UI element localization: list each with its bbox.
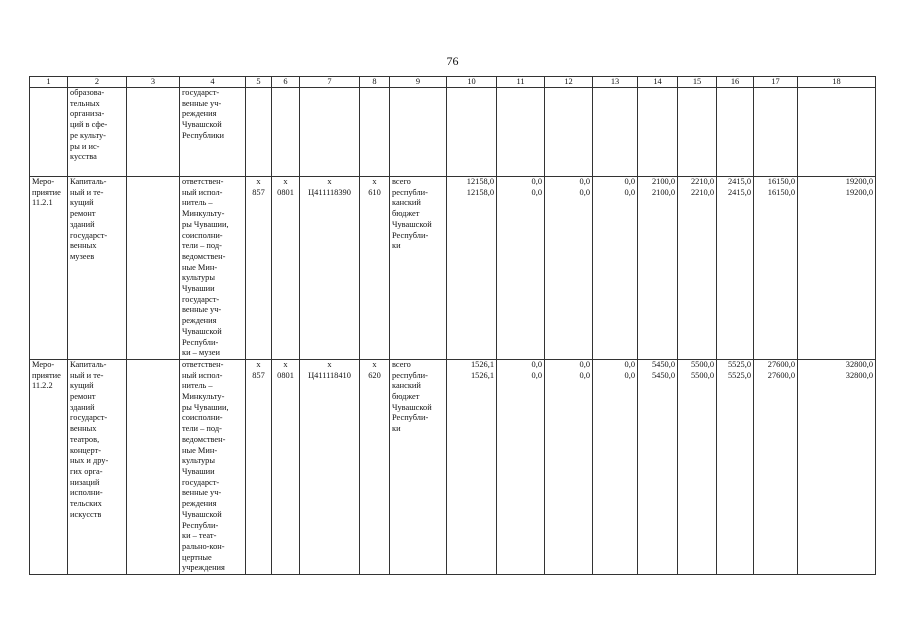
executor-cell: государст- венные уч- реждения Чувашской Республики (180, 88, 246, 177)
value-cell: 19200,0 19200,0 (798, 177, 876, 360)
value-cell: 5450,0 5450,0 (638, 359, 678, 574)
header-cell: 6 (272, 77, 300, 88)
header-cell: 4 (180, 77, 246, 88)
value-cell: 0,0 0,0 (545, 359, 593, 574)
value-cell: 32800,0 32800,0 (798, 359, 876, 574)
header-cell: 13 (593, 77, 638, 88)
value-cell: 12158,0 12158,0 (447, 177, 497, 360)
header-cell: 1 (30, 77, 68, 88)
empty-cell (127, 359, 180, 574)
header-cell: 3 (127, 77, 180, 88)
header-cell: 11 (497, 77, 545, 88)
executor-cell: ответствен- ный испол- нитель – Минкульту- ры Чувашии, соисполни- тели – под- ведомствен- ные Мин- культуры Чувашии государст- венные уч- реждения Чувашской Республи- ки – музеи (180, 177, 246, 360)
header-cell: 9 (390, 77, 447, 88)
activity-name-cell: Капиталь- ный и те- кущий ремонт зданий государст- венных театров, концерт- ных и дру- гих орга- низаций исполни- тельских искусств (68, 359, 127, 574)
header-cell: 17 (754, 77, 798, 88)
section-cell: х 0801 (272, 359, 300, 574)
header-cell: 18 (798, 77, 876, 88)
value-cell: 5525,0 5525,0 (717, 359, 754, 574)
continuation-row (30, 88, 876, 177)
header-cell: 2 (68, 77, 127, 88)
page-number: 76 (446, 54, 459, 68)
value-cell: 0,0 0,0 (497, 177, 545, 360)
value-cell: 5500,0 5500,0 (678, 359, 717, 574)
value-cell: 0,0 0,0 (545, 177, 593, 360)
value-cell: 16150,0 16150,0 (754, 177, 798, 360)
header-cell: 16 (717, 77, 754, 88)
expense-type-cell: х 610 (360, 177, 390, 360)
value-cell: 0,0 0,0 (593, 177, 638, 360)
table-row (30, 177, 876, 360)
header-cell: 7 (300, 77, 360, 88)
target-article-cell: х Ц411118410 (300, 359, 360, 574)
activity-number-cell: Меро- приятие 11.2.2 (30, 359, 68, 574)
budget-table (29, 76, 876, 575)
funding-source-cell: всего республи- канский бюджет Чувашской Республи- ки (390, 359, 447, 574)
expense-type-cell: х 620 (360, 359, 390, 574)
header-cell: 12 (545, 77, 593, 88)
header-cell: 14 (638, 77, 678, 88)
value-cell: 2100,0 2100,0 (638, 177, 678, 360)
activity-name-cell: образова- тельных организа- ций в сфе- ре культу- ры и ис- кусства (68, 88, 127, 177)
executor-cell: ответствен- ный испол- нитель – Минкульту- ры Чувашии, соисполни- тели – под- ведомствен- ные Мин- культуры Чувашии государст- венные уч- реждения Чувашской Республи- ки – теат- рально-кон- цертные учреждения (180, 359, 246, 574)
value-cell: 1526,1 1526,1 (447, 359, 497, 574)
activity-name-cell: Капиталь- ный и те- кущий ремонт зданий государст- венных музеев (68, 177, 127, 360)
empty-cell (127, 177, 180, 360)
table-row (30, 359, 876, 574)
value-cell: 0,0 0,0 (497, 359, 545, 574)
header-cell: 5 (246, 77, 272, 88)
activity-number-cell: Меро- приятие 11.2.1 (30, 177, 68, 360)
grbs-cell: х 857 (246, 359, 272, 574)
header-cell: 8 (360, 77, 390, 88)
grbs-cell: х 857 (246, 177, 272, 360)
value-cell: 2210,0 2210,0 (678, 177, 717, 360)
value-cell: 2415,0 2415,0 (717, 177, 754, 360)
value-cell: 0,0 0,0 (593, 359, 638, 574)
value-cell: 27600,0 27600,0 (754, 359, 798, 574)
header-row (30, 77, 876, 88)
section-cell: х 0801 (272, 177, 300, 360)
header-cell: 10 (447, 77, 497, 88)
header-cell: 15 (678, 77, 717, 88)
funding-source-cell: всего республи- канский бюджет Чувашской Республи- ки (390, 177, 447, 360)
target-article-cell: х Ц411118390 (300, 177, 360, 360)
